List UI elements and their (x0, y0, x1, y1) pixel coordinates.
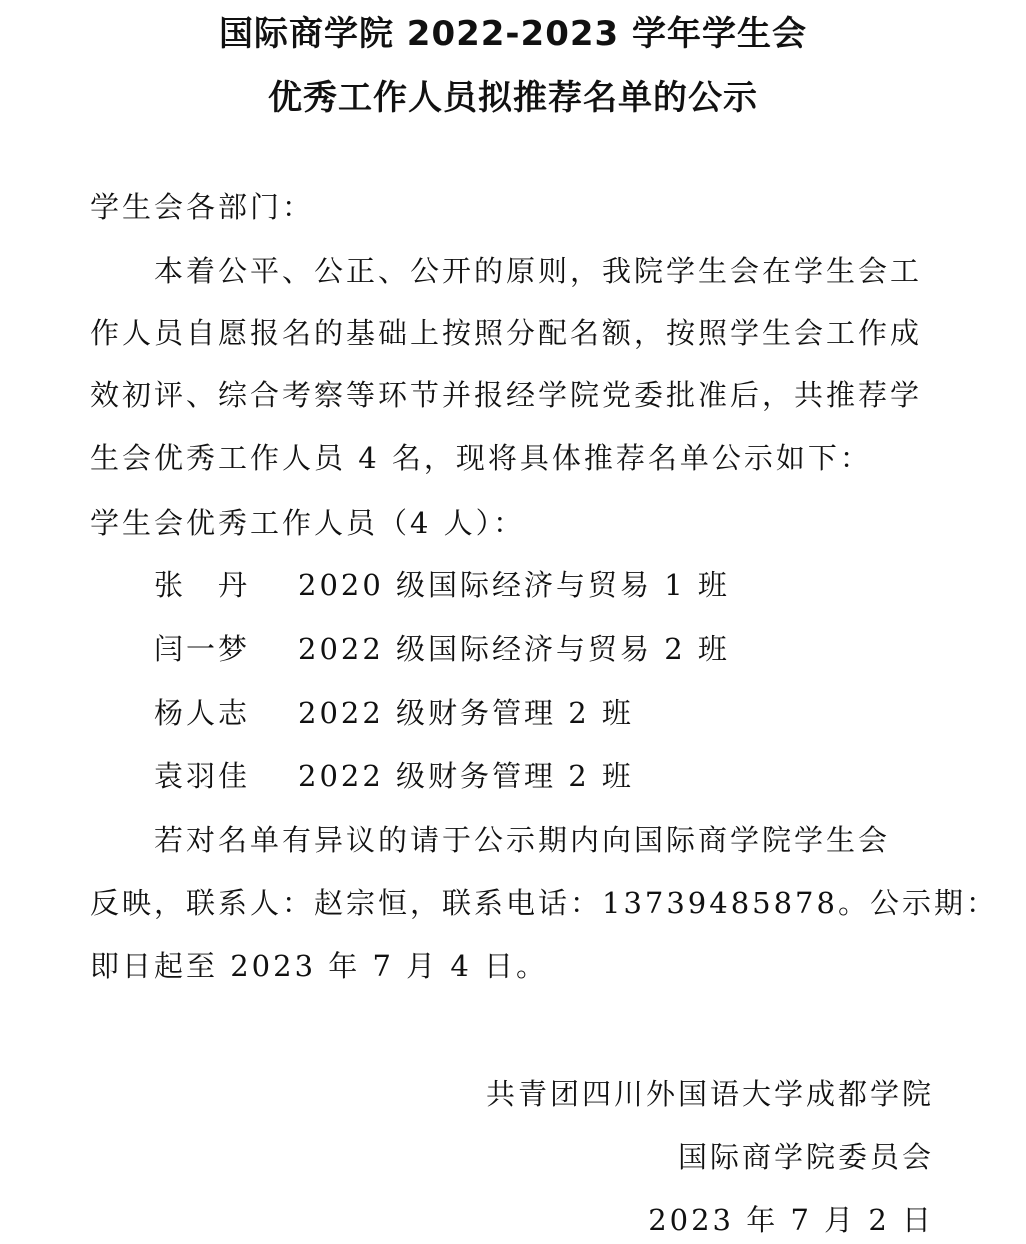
nominee-name: 张 丹 (154, 568, 251, 602)
salutation: 学生会各部门： (90, 190, 315, 224)
signature-date: 2023 年 7 月 2 日 (648, 1203, 934, 1237)
nominee-name: 闫一梦 (154, 632, 251, 666)
nominee-name: 杨人志 (154, 696, 251, 730)
signature-org-1: 共青团四川外国语大学成都学院 (485, 1077, 934, 1111)
para1-line-2: 作人员自愿报名的基础上按照分配名额，按照学生会工作成 (90, 316, 923, 350)
para1-line-3: 效初评、综合考察等环节并报经学院党委批准后，共推荐学 (90, 378, 923, 412)
nominee-row (154, 565, 730, 605)
para1-line-4: 生会优秀工作人员 4 名，现将具体推荐名单公示如下： (90, 441, 872, 475)
signature-org-2: 国际商学院委员会 (677, 1140, 934, 1174)
nominee-name: 袁羽佳 (154, 759, 251, 793)
nominee-row (154, 756, 634, 796)
para2-line-1: 若对名单有异议的请于公示期内向国际商学院学生会 (154, 823, 891, 857)
para1-line-1: 本着公平、公正、公开的原则，我院学生会在学生会工 (154, 254, 923, 288)
title-line-1: 国际商学院 2022-2023 学年学生会 (218, 14, 808, 54)
list-heading: 学生会优秀工作人员（4 人）： (90, 506, 526, 540)
para2-line-3: 即日起至 2023 年 7 月 4 日。 (90, 949, 549, 983)
nominee-class: 2022 级财务管理 2 班 (298, 759, 634, 793)
nominee-row (154, 629, 730, 669)
nominee-row (154, 693, 634, 733)
title-line-2: 优秀工作人员拟推荐名单的公示 (268, 78, 758, 118)
para2-line-2: 反映，联系人：赵宗恒，联系电话：13739485878。公示期： (90, 886, 998, 920)
nominee-class: 2022 级国际经济与贸易 2 班 (298, 632, 730, 666)
nominee-class: 2020 级国际经济与贸易 1 班 (298, 568, 730, 602)
nominee-class: 2022 级财务管理 2 班 (298, 696, 634, 730)
